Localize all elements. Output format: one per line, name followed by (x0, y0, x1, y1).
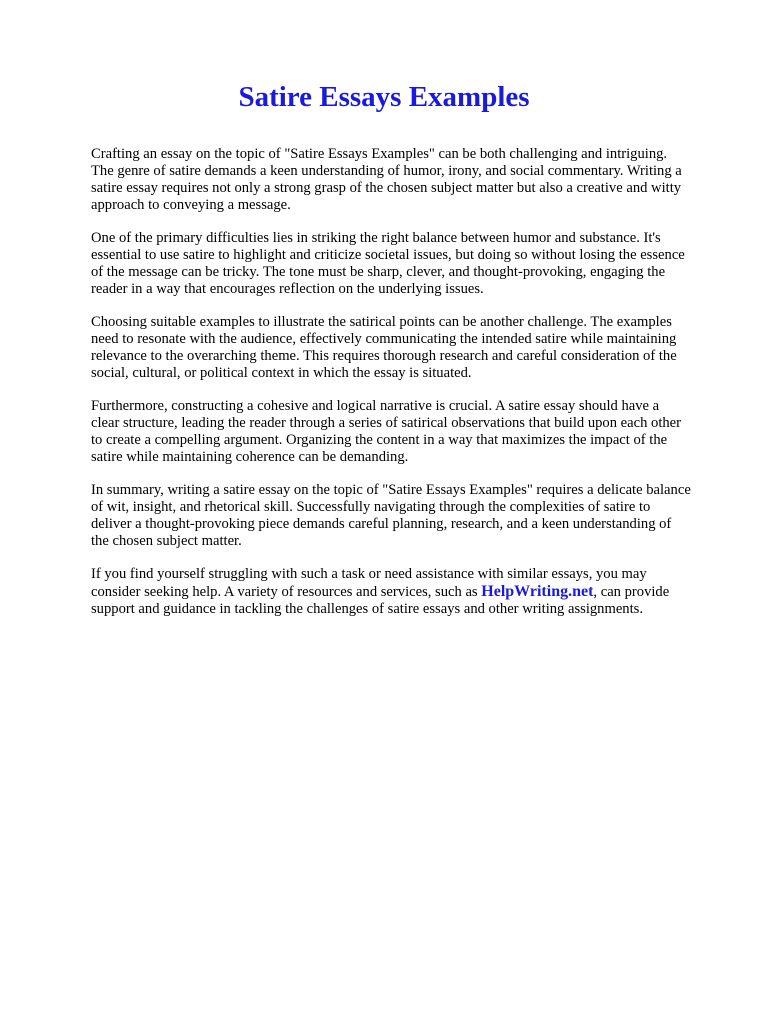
paragraph-6-before-link: If you find yourself struggling with such a task or need assistance with similar essays, you may consider seeking help. A variety of resources and services, such as (91, 566, 647, 600)
helpwriting-link[interactable]: HelpWriting.net (481, 583, 594, 600)
document-body (91, 146, 691, 634)
paragraph-2: One of the primary difficulties lies in striking the right balance between humor and substance. It's essential to use satire to highlight and criticize societal issues, but doing so without losing the essence of the message can be tricky. The tone must be sharp, clever, and thought-provoking, engaging the reader in a way that encourages reflection on the underlying issues. (91, 230, 685, 297)
paragraph-6 (91, 566, 691, 618)
paragraph-3: Choosing suitable examples to illustrate the satirical points can be another challenge. The examples need to resonate with the audience, effectively communicating the intended satire while maintaining relevance to the overarching theme. This requires thorough research and careful consideration of the social, cultural, or political context in which the essay is situated. (91, 314, 677, 381)
paragraph-6-after-link: , can provide support and guidance in tackling the challenges of satire essays and other writing assignments. (91, 584, 670, 617)
paragraph-1: Crafting an essay on the topic of "Satire Essays Examples" can be both challenging and intriguing. The genre of satire demands a keen understanding of humor, irony, and social commentary. Writing a satire essay requires not only a strong grasp of the chosen subject matter but also a creative and witty approach to conveying a message. (91, 146, 682, 213)
paragraph-4: Furthermore, constructing a cohesive and logical narrative is crucial. A satire essay should have a clear structure, leading the reader through a series of satirical observations that build upon each other to create a compelling argument. Organizing the content in a way that maximizes the impact of the satire while maintaining coherence can be demanding. (91, 398, 682, 465)
document-title: Satire Essays Examples (238, 81, 530, 113)
paragraph-5: In summary, writing a satire essay on the topic of "Satire Essays Examples" requires a delicate balance of wit, insight, and rhetorical skill. Successfully navigating through the complexities of satire to deliver a thought-provoking piece demands careful planning, research, and a keen understanding of the chosen subject matter. (91, 482, 691, 549)
